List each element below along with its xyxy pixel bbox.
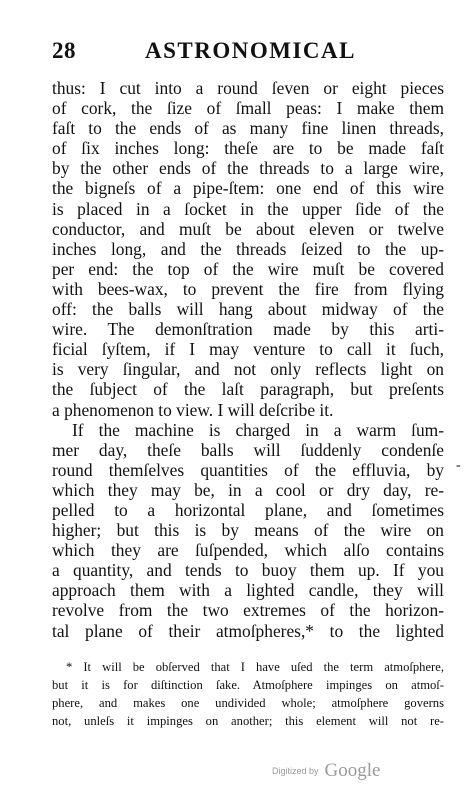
text-line: round themſelves quantities of the effluvia, by [52,459,444,480]
footnote-line: but it is for diſtinction ſake. Atmoſphere impinges on atmoſ- [52,678,444,692]
text-line: of cork, the ſize of ſmall peas: I make them [52,98,444,119]
digitized-watermark [272,760,380,782]
text-line: by the other ends of the threads to a large wire, [52,158,444,179]
body-text [52,78,444,641]
text-line: thus: I cut into a round ſeven or eight pieces [52,78,444,98]
text-line: revolve from the two extremes of the horizon- [52,600,444,621]
text-line: which they are ſuſpended, which alſo contains [52,540,444,561]
text-line: is very ſingular, and not only reflects light on [52,359,444,380]
page-number: 28 [52,38,76,63]
footnote-line: * It will be obſerved that I have uſed the term atmoſphere, [66,660,444,674]
text-line: ficial ſyſtem, if I may venture to call it ſuch, [52,339,444,360]
text-line: per end: the top of the wire muſt be covered [52,258,444,279]
footnote-line: not, unleſs it impinges on another; this element will not re- [52,714,444,728]
footnote [52,658,444,730]
footnote-line: phere, and makes one undivided whole; atmoſphere governs [52,696,444,710]
running-head: ASTRONOMICAL [145,38,356,63]
text-line: is placed in a ſocket in the upper ſide of the [52,198,444,219]
text-line-paragraph-start: If the machine is charged in a warm ſum- [72,419,444,440]
text-line: the bigneſs of a pipe-ſtem: one end of this wire [52,178,444,199]
margin-mark: - [456,458,461,473]
text-line: a quantity, and tends to buoy them up. If you [52,560,444,581]
watermark-caption: Digitized by [272,766,319,776]
text-line: approach them with a lighted candle, they will [52,580,444,601]
text-line-paragraph-end: a phenomenon to view. I will deſcribe it. [52,399,334,420]
text-line: conductor, and muſt be about eleven or twelve [52,218,444,239]
text-line: with bees-wax, to prevent the fire from flying [52,278,444,299]
text-line: inches long, and the threads ſeized to the up- [52,238,444,259]
google-logo: Google [324,760,381,781]
text-line: faſt to the ends of as many fine linen threads, [52,118,444,139]
text-line: of ſix inches long: theſe are to be made faſt [52,138,444,159]
text-line: which they may be, in a cool or dry day, re- [52,479,444,500]
text-line: off: the balls will hang about midway of the [52,299,444,320]
text-line: the ſubject of the laſt paragraph, but preſents [52,379,444,400]
text-line: higher; but this is by means of the wire on [52,520,444,541]
text-line: wire. The demonſtration made by this arti- [52,319,444,340]
text-line: pelled to a horizontal plane, and ſometimes [52,499,444,520]
text-line: tal plane of their atmoſpheres,* to the lighted [52,620,444,641]
text-line: mer day, theſe balls will ſuddenly condenſe [52,439,444,460]
